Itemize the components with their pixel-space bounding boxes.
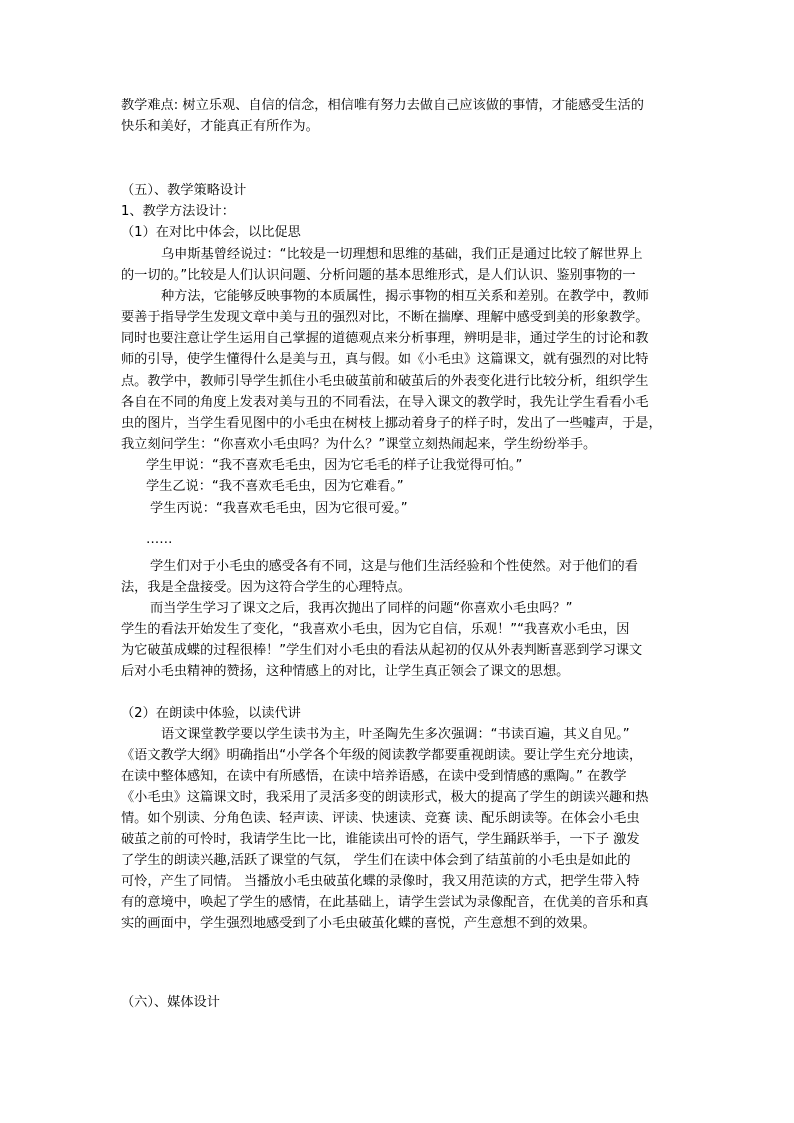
subsection-heading: （2）在朗读中体验，以读代讲 — [121, 706, 301, 721]
subsection-heading: （1）在对比中体会，以比促思 — [121, 225, 301, 240]
paragraph-line: 学生的看法开始发生了变化，“我喜欢小毛虫，因为它自信，乐观！”“我喜欢小毛虫，因 — [121, 622, 630, 637]
subsection-heading: 1、教学方法设计： — [121, 204, 235, 219]
paragraph-line: 各自在不同的角度上发表对美与丑的不同看法，在导入课文的教学时，我先让学生看看小毛 — [121, 395, 649, 410]
dialogue-line: 学生丙说：“我喜欢毛毛虫，因为它很可爱。” — [150, 501, 408, 516]
paragraph-line: 《小毛虫》这篇课文时，我采用了灵活多变的朗读形式，极大的提高了学生的朗读兴趣和热 — [121, 790, 649, 805]
paragraph-line: 为它破茧成蝶的过程很棒！”学生们对小毛虫的看法从起初的仅从外表判断喜恶到学习课文 — [121, 643, 643, 658]
paragraph-line: 而当学生学习了课文之后，我再次抛出了同样的问题“你喜欢小毛虫吗？” — [150, 601, 573, 616]
paragraph-line: 破茧之前的可怜时，我请学生比一比，谁能读出可怜的语气，学生踊跃举手，一下子 激发 — [121, 832, 640, 847]
paragraph-line: 点。教学中，教师引导学生抓住小毛虫破茧前和破茧后的外表变化进行比较分析，组织学生 — [121, 374, 649, 389]
paragraph-line: 语文课堂教学要以学生读书为主，叶圣陶先生多次强调：“书读百遍，其义自见。” — [161, 727, 630, 742]
paragraph-line: 虫的图片，当学生看见图中的小毛虫在树枝上挪动着身子的样子时，发出了一些嘘声，于是， — [121, 416, 662, 431]
paragraph-line: 可怜，产生了同情。 当播放小毛虫破茧化蝶的录像时，我又用范读的方式，把学生带入特 — [121, 874, 640, 889]
paragraph-line: 在读中整体感知，在读中有所感悟，在读中培养语感，在读中受到情感的熏陶。” 在教学 — [121, 769, 627, 784]
paragraph-line: 师的引导，使学生懂得什么是美与丑，真与假。如《小毛虫》这篇课文，就有强烈的对比特 — [121, 352, 649, 367]
paragraph-line: 了学生的朗读兴趣,活跃了课堂的气氛， 学生们在读中体会到了结茧前的小毛虫是如此的 — [121, 853, 631, 868]
paragraph-line: 的一切的。”比较是人们认识问题、分析问题的基本思维形式，是人们认识、鉴别事物的一 — [121, 268, 636, 283]
paragraph-line: 种方法，它能够反映事物的本质属性，揭示事物的相互关系和差别。在教学中，教师 — [161, 289, 649, 304]
paragraph-line: 我立刻问学生：“你喜欢小毛虫吗？为什么？”课堂立刻热闹起来，学生纷纷举手。 — [121, 437, 597, 452]
section-heading: （五）、教学策略设计 — [121, 183, 247, 198]
section-heading: （六）、媒体设计 — [121, 995, 220, 1010]
dialogue-line: 学生乙说：“我不喜欢毛毛虫，因为它难看。” — [146, 479, 404, 494]
paragraph-line: 教学难点: 树立乐观、自信的信念，相信唯有努力去做自己应该做的事情，才能感受生活的 — [121, 98, 644, 113]
paragraph-line: 快乐和美好，才能真正有所作为。 — [121, 119, 319, 134]
ellipsis-line: …… — [146, 532, 173, 547]
paragraph-line: 后对小毛虫精神的赞扬，这种情感上的对比，让学生真正领会了课文的思想。 — [121, 664, 570, 679]
paragraph-line: 同时也要注意让学生运用自己掌握的道德观点来分析事理，辨明是非，通过学生的讨论和教 — [121, 331, 649, 346]
dialogue-line: 学生甲说：“我不喜欢毛毛虫，因为它毛毛的样子让我觉得可怕。” — [146, 458, 523, 473]
paragraph-line: 有的意境中，唤起了学生的感情，在此基础上，请学生尝试为录像配音，在优美的音乐和真 — [121, 895, 649, 910]
paragraph-line: 实的画面中，学生强烈地感受到了小毛虫破茧化蝶的喜悦，产生意想不到的效果。 — [121, 916, 596, 931]
paragraph-line: 要善于指导学生发现文章中美与丑的强烈对比，不断在揣摩、理解中感受到美的形象教学。 — [121, 310, 649, 325]
paragraph-line: 情。如个别读、分角色读、轻声读、评读、快速读、竞赛 读、配乐朗读等。在体会小毛虫 — [121, 811, 640, 826]
paragraph-line: 乌申斯基曾经说过：“比较是一切理想和思维的基础，我们正是通过比较了解世界上 — [161, 247, 643, 262]
paragraph-line: 法，我是全盘接受。因为这符合学生的心理特点。 — [121, 580, 412, 595]
paragraph-line: 《语文教学大纲》明确指出“小学各个年级的阅读教学都要重视朗读。要让学生充分地读， — [121, 748, 643, 763]
paragraph-line: 学生们对于小毛虫的感受各有不同，这是与他们生活经验和个性使然。对于他们的看 — [150, 559, 638, 574]
